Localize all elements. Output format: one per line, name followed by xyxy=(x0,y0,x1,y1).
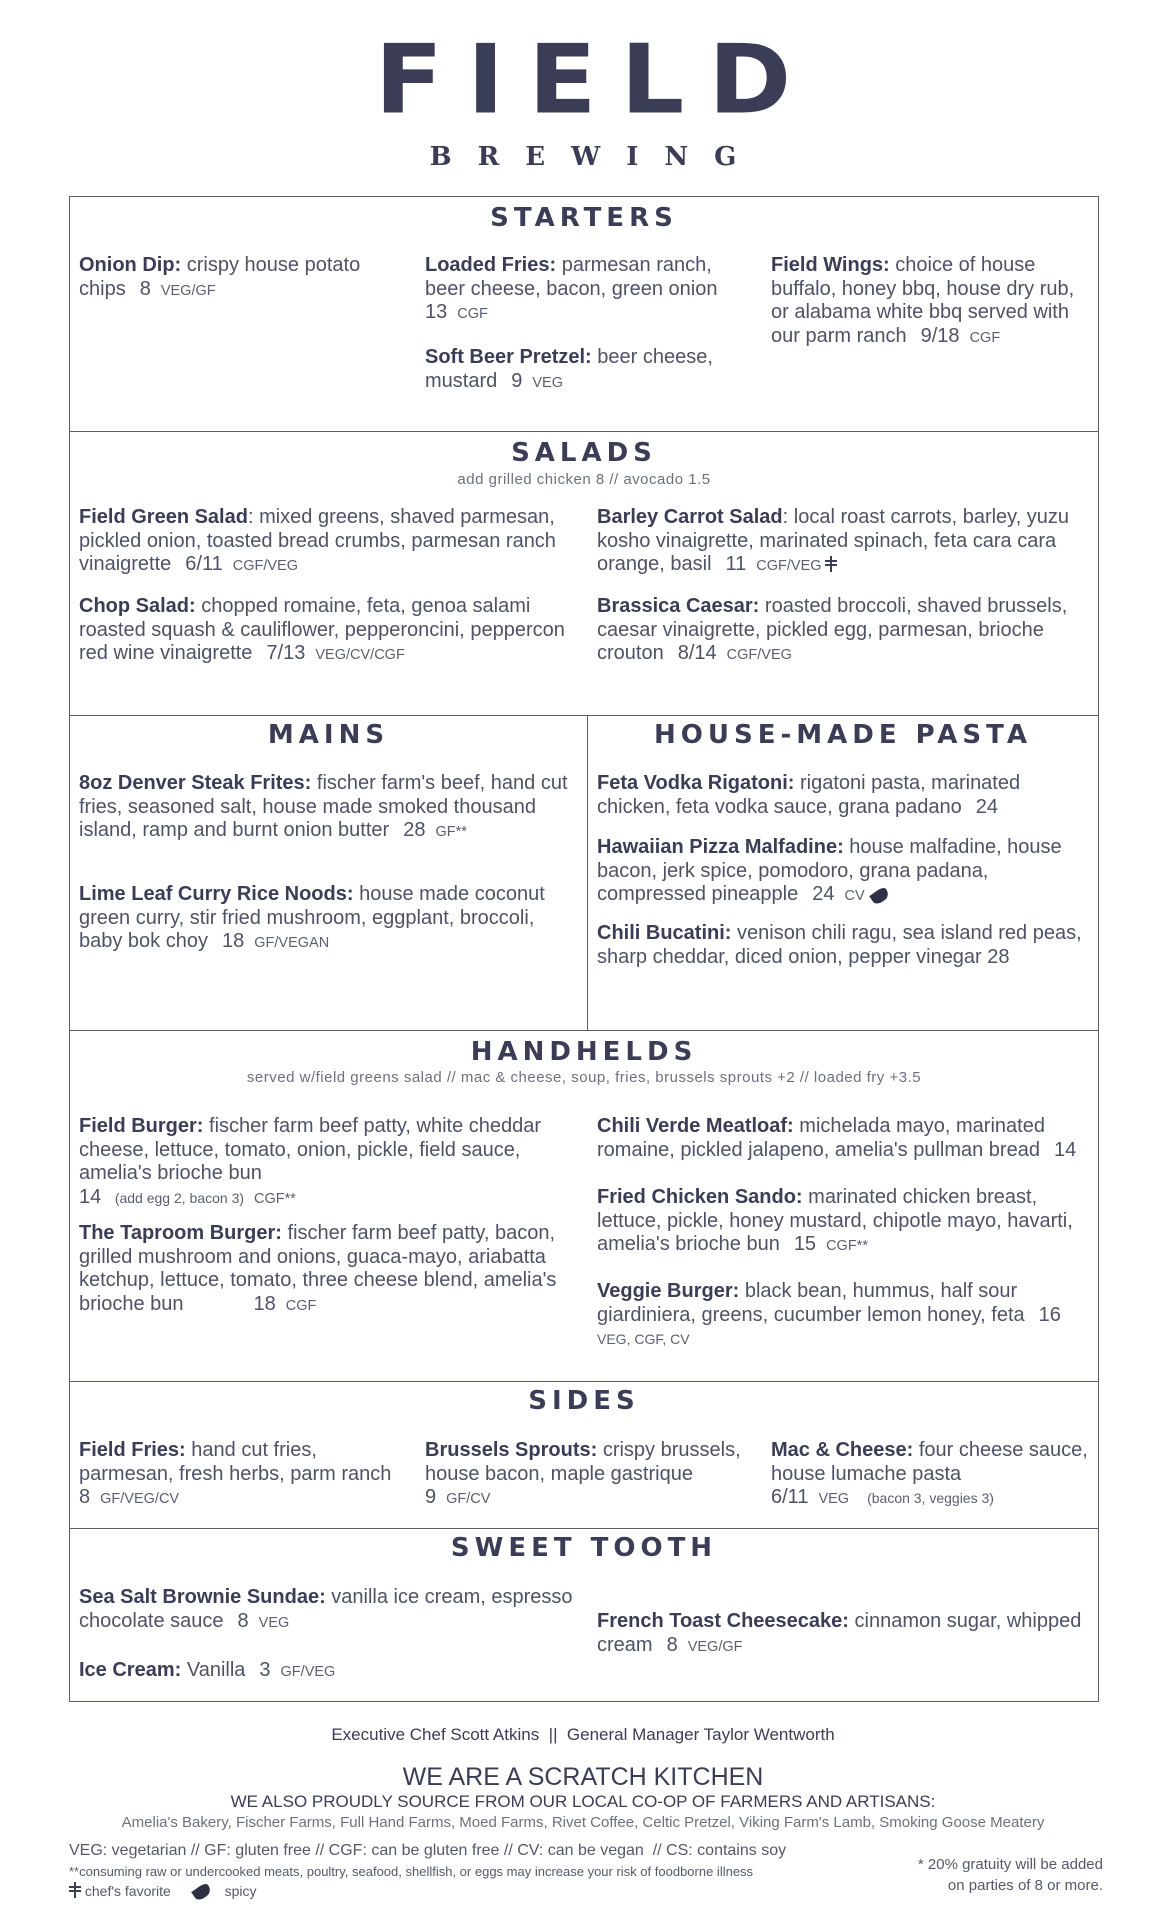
menu-item-soft-pretzel: Soft Beer Pretzel: beer cheese, mustard 9 VEG xyxy=(425,346,713,392)
handhelds-section xyxy=(69,1030,1099,1382)
staff-credits: Executive Chef Scott Atkins || General Manager Taylor Wentworth xyxy=(331,1725,835,1744)
menu-item-chili-bucatini: Chili Bucatini: venison chili ragu, sea island red peas, sharp cheddar, diced onion, pepper vinegar 28 xyxy=(597,922,1082,968)
sides-title: SIDES xyxy=(528,1386,640,1416)
menu-item-loaded-fries: Loaded Fries: parmesan ranch, beer cheese, bacon, green onion 13 CGF xyxy=(425,254,718,323)
partners-list: Amelia's Bakery, Fischer Farms, Full Hand Farms, Moed Farms, Rivet Coffee, Celtic Pretzel, Viking Farm's Lamb, Smoking Goose Meatery xyxy=(121,1814,1045,1831)
menu-item-chili-verde-meatloaf: Chili Verde Meatloaf: michelada mayo, marinated romaine, pickled jalapeno, amelia's pullman bread 14 xyxy=(597,1115,1077,1161)
spicy-pepper-icon xyxy=(191,1882,213,1902)
sweet-tooth-title: SWEET TOOTH xyxy=(450,1533,718,1563)
mains-title: MAINS xyxy=(267,720,390,750)
chefs-favorite-icon xyxy=(69,1882,81,1898)
mains-section xyxy=(69,715,588,1031)
menu-item-ice-cream: Ice Cream: Vanilla 3 GF/VEG xyxy=(79,1659,336,1681)
menu-item-hawaiian-pizza-malfadine: Hawaiian Pizza Malfadine: house malfadine, house bacon, jerk spice, pomodoro, grana padana, compressed pineapple 24 CV xyxy=(597,836,1062,905)
logo-subtitle: BREWING xyxy=(429,142,763,172)
logo-wordmark: FIELD xyxy=(374,23,816,136)
menu-item-onion-dip: Onion Dip: crispy house potato chips 8 VEG/GF xyxy=(79,254,361,300)
brand-logo xyxy=(0,23,1166,172)
foodborne-warning: **consuming raw or undercooked meats, poultry, seafood, shellfish, or eggs may increase your risk of foodborne illness xyxy=(69,1864,754,1879)
handhelds-sides-note: served w/field greens salad // mac & cheese, soup, fries, brussels sprouts +2 // loaded fry +3.5 xyxy=(246,1069,922,1086)
menu-item-field-burger: Field Burger: fischer farm beef patty, white cheddar cheese, lettuce, tomato, onion, pickle, field sauce, amelia's brioche bun 14 (add egg 2, bacon 3) CGF** xyxy=(79,1115,542,1208)
menu-item-brassica-caesar: Brassica Caesar: roasted broccoli, shaved brussels, caesar vinaigrette, pickled egg, parmesan, brioche crouton 8/14 CGF/VEG xyxy=(597,595,1068,664)
menu-item-brussels-sprouts: Brussels Sprouts: crispy brussels, house bacon, maple gastrique 9 GF/CV xyxy=(425,1439,741,1508)
menu-item-denver-steak-frites: 8oz Denver Steak Frites: fischer farm's beef, hand cut fries, seasoned salt, house made smoked thousand island, ramp and burnt onion butter 28 GF** xyxy=(79,772,568,841)
menu-item-veggie-burger: Veggie Burger: black bean, hummus, half sour giardiniera, greens, cucumber lemon honey, feta 16 VEG, CGF, CV xyxy=(597,1280,1061,1347)
spicy-pepper-icon xyxy=(869,886,891,906)
gratuity-note-line2: on parties of 8 or more. xyxy=(947,1877,1103,1894)
pasta-section xyxy=(587,715,1099,1031)
chefs-favorite-legend: chef's favorite spicy xyxy=(69,1882,257,1899)
menu-item-field-green-salad: Field Green Salad: mixed greens, shaved parmesan, pickled onion, toasted bread crumbs, parmesan ranch vinaigrette 6/11 CGF/VEG xyxy=(79,506,556,575)
menu-item-french-toast-cheesecake: French Toast Cheesecake: cinnamon sugar, whipped cream 8 VEG/GF xyxy=(597,1610,1082,1656)
menu-item-field-wings: Field Wings: choice of house buffalo, honey bbq, house dry rub, or alabama white bbq served with our parm ranch 9/18 CGF xyxy=(771,254,1075,347)
menu-item-curry-rice-noods: Lime Leaf Curry Rice Noods: house made coconut green curry, stir fried mushroom, eggplant, broccoli, baby bok choy 18 GF/VEGAN xyxy=(79,883,545,952)
scratch-kitchen-heading: WE ARE A SCRATCH KITCHEN xyxy=(402,1763,764,1791)
local-source-heading: WE ALSO PROUDLY SOURCE FROM OUR LOCAL CO-OP OF FARMERS AND ARTISANS: xyxy=(230,1792,936,1811)
pasta-title: HOUSE-MADE PASTA xyxy=(654,720,1032,750)
sides-section xyxy=(69,1381,1099,1529)
menu-item-brownie-sundae: Sea Salt Brownie Sundae: vanilla ice cream, espresso chocolate sauce 8 VEG xyxy=(79,1586,573,1632)
salads-addons-note: add grilled chicken 8 // avocado 1.5 xyxy=(457,471,711,488)
menu-item-fried-chicken-sando: Fried Chicken Sando: marinated chicken breast, lettuce, pickle, honey mustard, chipotle mayo, havarti, amelia's brioche bun 15 CGF** xyxy=(597,1186,1073,1255)
chefs-favorite-icon xyxy=(825,556,837,572)
gratuity-note-line1: * 20% gratuity will be added xyxy=(917,1856,1103,1873)
handhelds-title: HANDHELDS xyxy=(470,1037,698,1067)
menu-item-field-fries: Field Fries: hand cut fries, parmesan, fresh herbs, parm ranch 8 GF/VEG/CV xyxy=(79,1439,392,1508)
salads-title: SALADS xyxy=(511,438,657,468)
menu-item-mac-cheese: Mac & Cheese: four cheese sauce, house lumache pasta 6/11 VEG (bacon 3, veggies 3) xyxy=(771,1439,1088,1508)
starters-title: STARTERS xyxy=(490,203,678,233)
dietary-legend: VEG: vegetarian // GF: gluten free // CGF: can be gluten free // CV: can be vegan // CS: contains soy xyxy=(69,1842,787,1859)
starters-section xyxy=(69,196,1099,432)
sweet-tooth-section xyxy=(69,1528,1099,1702)
menu-item-chop-salad: Chop Salad: chopped romaine, feta, genoa salami roasted squash & cauliflower, pepperoncini, peppercon red wine vinaigrette 7/13 VEG/CV/CGF xyxy=(79,595,565,664)
salads-section xyxy=(69,431,1099,716)
menu-item-taproom-burger: The Taproom Burger: fischer farm beef patty, bacon, grilled mushroom and onions, guaca-mayo, ariabatta ketchup, lettuce, tomato, three cheese blend, amelia's brioche bun 18 CGF xyxy=(79,1222,557,1315)
menu-item-barley-carrot-salad: Barley Carrot Salad: local roast carrots, barley, yuzu kosho vinaigrette, marinated spinach, feta cara cara orange, basil 11 CGF/VEG xyxy=(597,506,1070,575)
menu-item-feta-vodka-rigatoni: Feta Vodka Rigatoni: rigatoni pasta, marinated chicken, feta vodka sauce, grana padano 24 xyxy=(597,772,1021,818)
